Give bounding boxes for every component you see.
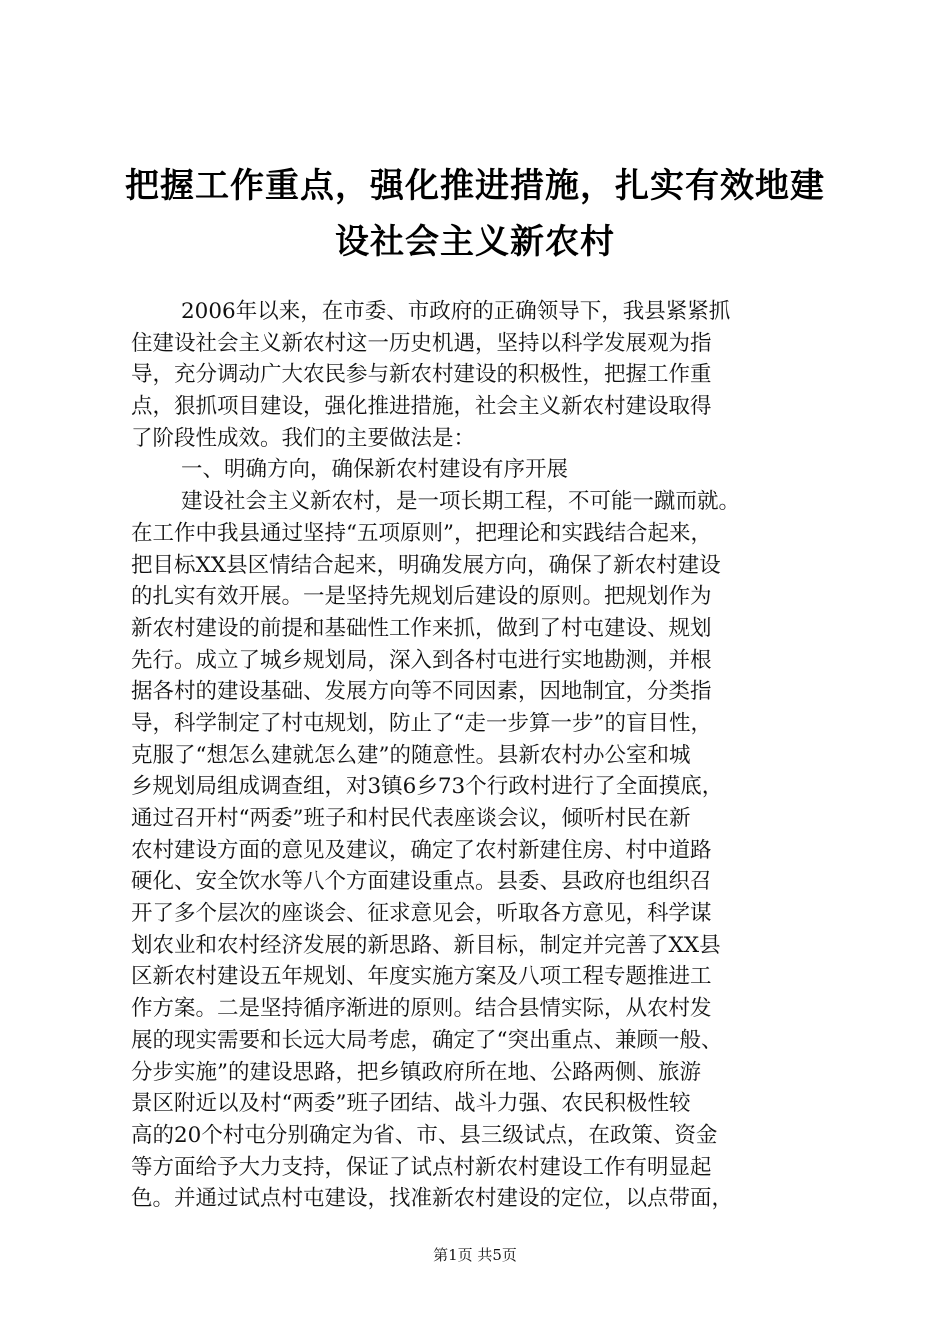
paragraph-line: 等方面给予大力支持，保证了试点村新农村建设工作有明显起: [131, 1154, 712, 1180]
paragraph-line: 景区附近以及村“两委”班子团结、战斗力强、农民积极性较: [131, 1091, 691, 1117]
section-heading: 一、明确方向，确保新农村建设有序开展: [181, 457, 569, 483]
paragraph-line: 分步实施”的建设思路，把乡镇政府所在地、公路两侧、旅游: [131, 1059, 701, 1085]
paragraph-line: 克服了“想怎么建就怎么建”的随意性。县新农村办公室和城: [131, 742, 691, 768]
paragraph-line: 导，充分调动广大农民参与新农村建设的积极性，把握工作重: [131, 362, 712, 388]
paragraph-line: 通过召开村“两委”班子和村民代表座谈会议，倾听村民在新: [131, 806, 691, 831]
paragraph-line: 建设社会主义新农村，是一项长期工程，不可能一蹴而就。: [181, 489, 741, 515]
document-body: [131, 296, 831, 1215]
paragraph-line: 乡规划局组成调查组，对3镇6乡73个行政村进行了全面摸底，: [131, 774, 724, 800]
paragraph-line: 色。并通过试点村屯建设，找准新农村建设的定位，以点带面，: [131, 1186, 734, 1212]
paragraph-line: 硬化、安全饮水等八个方面建设重点。县委、县政府也组织召: [131, 869, 712, 895]
paragraph-line: 了阶段性成效。我们的主要做法是：: [131, 425, 476, 451]
paragraph-line: 农村建设方面的意见及建议，确定了农村新建住房、村中道路: [131, 837, 712, 863]
paragraph-line: 的扎实有效开展。一是坚持先规划后建设的原则。把规划作为: [131, 584, 712, 610]
paragraph-line: 展的现实需要和长远大局考虑，确定了“突出重点、兼顾一般、: [131, 1027, 723, 1053]
paragraph-line: 住建设社会主义新农村这一历史机遇，坚持以科学发展观为指: [131, 330, 712, 356]
paragraph-line: 区新农村建设五年规划、年度实施方案及八项工程专题推进工: [131, 964, 712, 990]
paragraph-line: 开了多个层次的座谈会、征求意见会，听取各方意见，科学谋: [131, 901, 712, 927]
paragraph-line: 把目标XX县区情结合起来，明确发展方向，确保了新农村建设: [131, 552, 721, 578]
paragraph-line: 划农业和农村经济发展的新思路、新目标，制定并完善了XX县: [131, 932, 721, 958]
document-title-line-2: 设社会主义新农村: [335, 222, 615, 262]
paragraph-line: 据各村的建设基础、发展方向等不同因素，因地制宜，分类指: [131, 679, 712, 705]
paragraph-line: 作方案。二是坚持循序渐进的原则。结合县情实际，从农村发: [131, 996, 712, 1022]
paragraph-line: 在工作中我县通过坚持“五项原则”，把理论和实践结合起来，: [131, 520, 712, 546]
paragraph-line: 导，科学制定了村屯规划，防止了“走一步算一步”的盲目性，: [131, 710, 712, 736]
page-number-footer: 第1页 共5页: [433, 1246, 517, 1264]
paragraph-line: 点，狠抓项目建设，强化推进措施，社会主义新农村建设取得: [131, 394, 712, 420]
paragraph-line: 新农村建设的前提和基础性工作来抓，做到了村屯建设、规划: [131, 615, 712, 641]
paragraph-line: 2006年以来，在市委、市政府的正确领导下，我县紧紧抓: [181, 299, 731, 324]
paragraph-line: 高的20个村屯分别确定为省、市、县三级试点，在政策、资金: [131, 1122, 718, 1148]
document-title-line-1: 把握工作重点，强化推进措施，扎实有效地建: [125, 166, 825, 206]
paragraph-line: 先行。成立了城乡规划局，深入到各村屯进行实地勘测，并根: [131, 647, 712, 673]
